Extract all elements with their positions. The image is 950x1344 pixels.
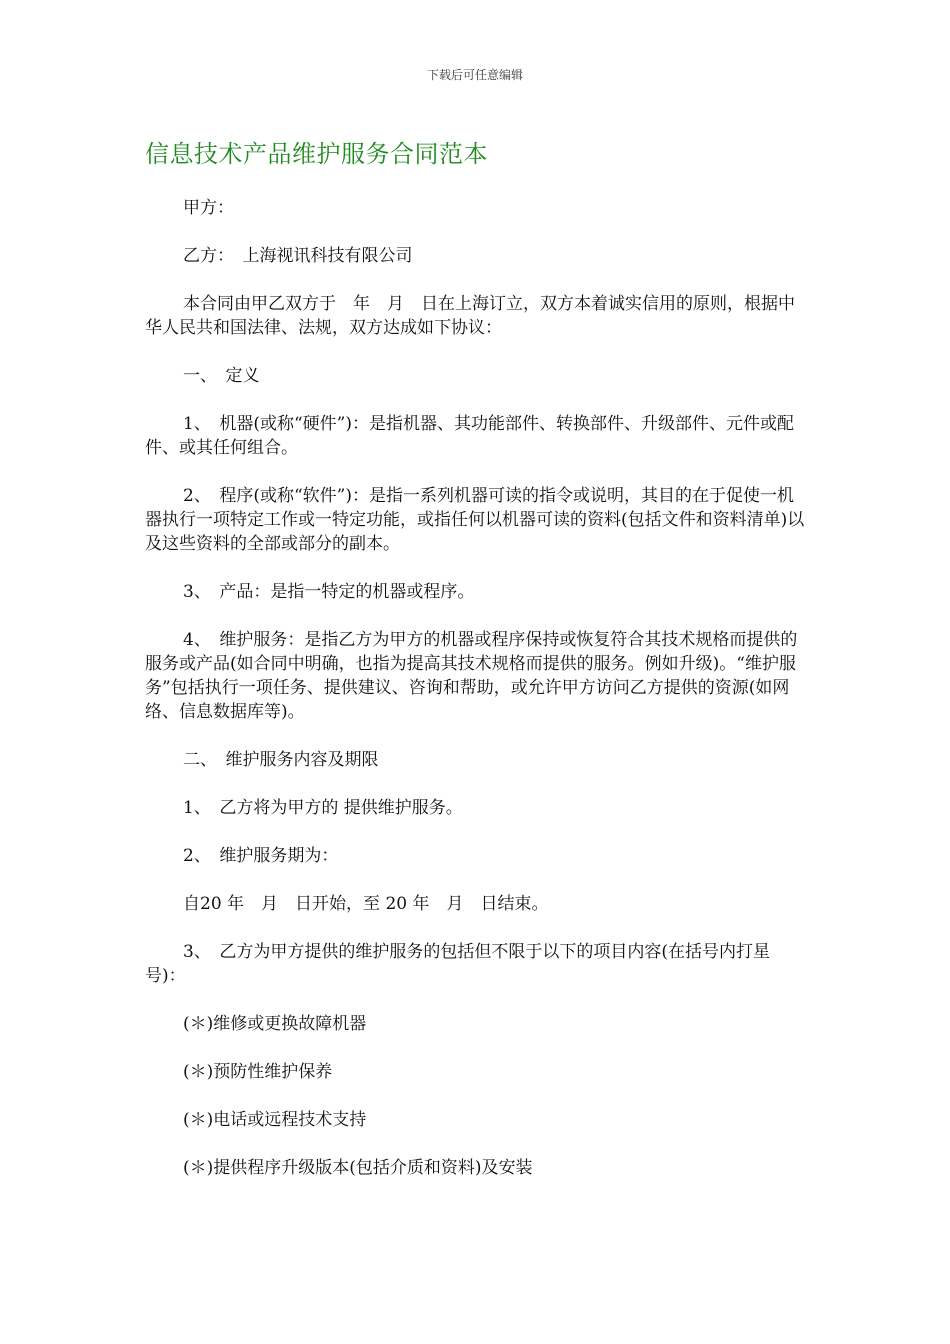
definition-maintenance: 4、 维护服务：是指乙方为甲方的机器或程序保持或恢复符合其技术规格而提供的服务或产品(如合同中明确，也指为提高其技术规格而提供的服务。例如升级)。“维护服务”包括执行一项任务、提供建议、咨询和帮助，或允许甲方访问乙方提供的资源(如网络、信息数据库等)。 [145, 630, 798, 722]
party-a-line: 甲方： [183, 198, 234, 218]
intro-paragraph: 本合同由甲乙双方于 年 月 日在上海订立，双方本着诚实信用的原则，根据中华人民共和国法律、法规，双方达成如下协议： [145, 294, 795, 338]
service-clause-2: 2、 维护服务期为： [183, 846, 339, 866]
service-period: 自20 年 月 日开始，至 20 年 月 日结束。 [183, 894, 549, 914]
document-body [145, 196, 810, 1204]
service-item: (＊)预防性维护保养 [183, 1062, 333, 1082]
service-clause-3: 3、 乙方为甲方提供的维护服务的包括但不限于以下的项目内容(在括号内打星号)： [145, 942, 770, 986]
party-b-line: 乙方： 上海视讯科技有限公司 [183, 246, 413, 266]
service-clause-1: 1、 乙方将为甲方的 提供维护服务。 [183, 798, 463, 818]
definition-software: 2、 程序(或称“软件”)：是指一系列机器可读的指令或说明，其目的在于促使一机器执行一项特定工作或一特定功能，或指任何以机器可读的资料(包括文件和资料清单)以及这些资料的全部或部分的副本。 [145, 486, 805, 554]
document-title: 信息技术产品维护服务合同范本 [145, 140, 488, 168]
service-item: (＊)电话或远程技术支持 [183, 1110, 367, 1130]
service-item: (＊)提供程序升级版本(包括介质和资料)及安装 [183, 1158, 533, 1178]
section-heading-definitions: 一、 定义 [183, 366, 260, 386]
definition-hardware: 1、 机器(或称“硬件”)：是指机器、其功能部件、转换部件、升级部件、元件或配件、或其任何组合。 [145, 414, 794, 458]
definition-product: 3、 产品：是指一特定的机器或程序。 [183, 582, 475, 602]
service-item: (＊)维修或更换故障机器 [183, 1014, 367, 1034]
header-note: 下载后可任意编辑 [426, 68, 523, 82]
section-heading-service: 二、 维护服务内容及期限 [183, 750, 379, 770]
